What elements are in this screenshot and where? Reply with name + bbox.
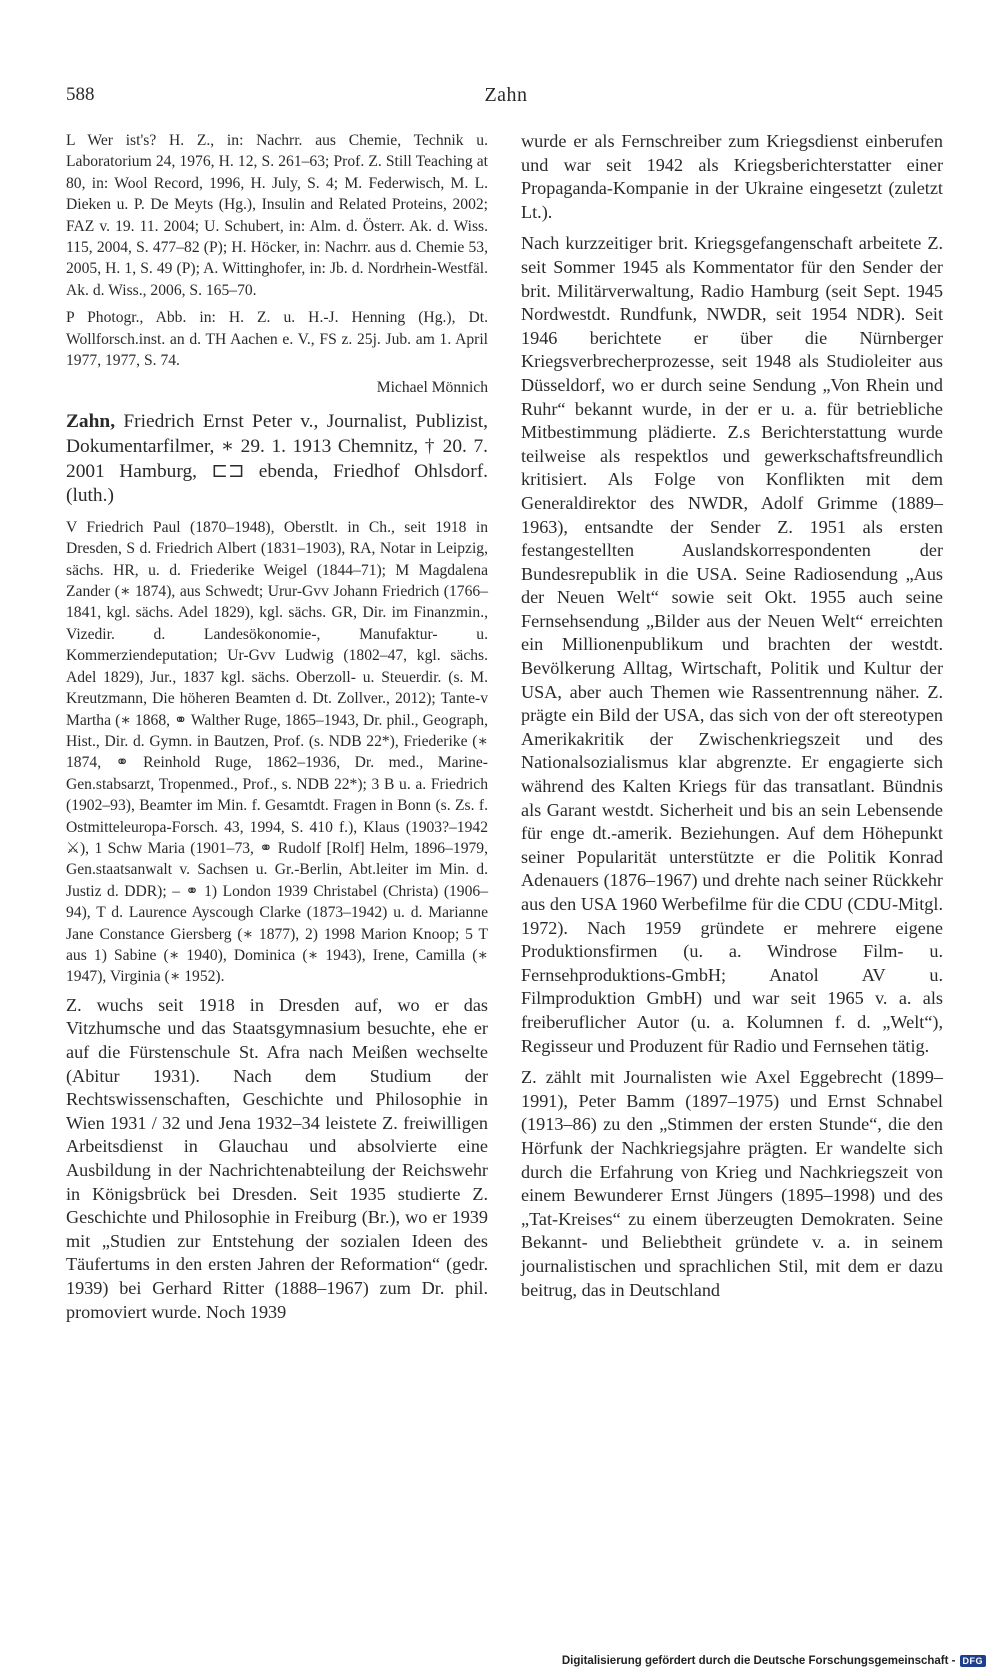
entry-heading: [66, 410, 488, 508]
author-signature: Michael Mönnich: [376, 379, 488, 397]
body-paragraph-1-continued: wurde er als Fernschreiber zum Kriegsdienst einberufen und war seit 1942 als Kriegsberichterstatter einer Propaganda-Kompanie in der Ukraine eingesetzt (zuletzt Lt.).: [521, 131, 943, 222]
left-column: [66, 130, 488, 1332]
entry-name: Zahn,: [66, 411, 116, 433]
dfg-logo-icon: DFG: [960, 1655, 987, 1667]
footer-credit: Digitalisierung gefördert durch die Deutsche Forschungsgemeinschaft -: [561, 1655, 956, 1667]
entry-head-text: Friedrich Ernst Peter v., Journalist, Publizist, Dokumentarfilmer, ∗ 29. 1. 1913 Chemnitz, † 20. 7. 2001 Hamburg, ⊏⊐ ebenda, Friedhof Ohlsdorf. (luth.): [66, 411, 488, 507]
portraits-paragraph: P Photogr., Abb. in: H. Z. u. H.-J. Henning (Hg.), Dt. Wollforsch.inst. an d. TH Aachen e. V., FS z. 25j. Jub. am 1. April 1977, 1977, S. 74.: [66, 309, 488, 370]
digitization-footer: [562, 1655, 986, 1667]
literature-paragraph: L Wer ist's? H. Z., in: Nachrr. aus Chemie, Technik u. Laboratorium 24, 1976, H. 12, S. 261–63; Prof. Z. Still Teaching at 80, in: Wool Record, 1996, H. July, S. 4; M. Federwisch, M. L. Dieken u. P. De Meyts (Hg.), Insulin and Related Proteins, 2002; FAZ v. 19. 11. 2004; U. Schubert, in: Alm. d. Österr. Ak. d. Wiss. 115, 2004, S. 477–82 (P); H. Höcker, in: Nachrr. aus d. Chemie 53, 2005, H. 1, S. 49 (P); A. Wittinghofer, in: Jb. d. Nordrhein-Westfäl. Ak. d. Wiss., 2006, S. 165–70.: [66, 132, 488, 299]
right-column: [521, 130, 943, 1310]
genealogy-paragraph: V Friedrich Paul (1870–1948), Oberstlt. in Ch., seit 1918 in Dresden, S d. Friedrich Albert (1831–1903), RA, Notar in Leipzig, sächs. HR, u. d. Friederike Weigel (1844–71); M Magdalena Zander (∗ 1874), aus Schwedt; Urur-Gvv Johann Friedrich (1766–1841, kgl. sächs. Adel 1829), kgl. sächs. GR, Dir. im Finanzmin., Vizedir. d. Landesökonomie-, Manufaktur- u. Kommerziendeputation; Ur-Gvv Ludwig (1802–47, kgl. sächs. Adel 1829), Jur., 1837 kgl. sächs. Oberzoll- u. Steuerdir. (s. M. Kreutzmann, Die höheren Beamten d. Dt. Zollver., 2012); Tante-v Martha (∗ 1868, ⚭ Walther Ruge, 1865–1943, Dr. phil., Geograph, Hist., Dir. d. Gymn. in Bautzen, Prof. (s. NDB 22*), Friederike (∗ 1874, ⚭ Reinhold Ruge, 1862–1936, Dr. med., Marine-Gen.stabsarzt, Tropenmed., Prof., s. NDB 22*); 3 B u. a. Friedrich (1902–93), Beamter im Min. f. Gesamtdt. Fragen in Bonn (s. Zs. f. Ostmitteleuropa-Forsch. 43, 1994, S. 410 f.), Klaus (1903?–1942 ⚔), 1 Schw Maria (1901–73, ⚭ Rudolf [Rolf] Helm, 1896–1979, Gen.staatsanwalt v. Sachsen u. Gr.-Berlin, Abt.leiter im Min. d. Justiz d. DDR); – ⚭ 1) London 1939 Christabel (Christa) (1906–94), T d. Laurence Ayscough Clarke (1873–1942) u. d. Marianne Jane Constance Giersberg (∗ 1877), 2) 1998 Marion Knoop; 5 T aus 1) Sabine (∗ 1940), Dominica (∗ 1943), Irene, Camilla (∗ 1947), Virginia (∗ 1952).: [66, 518, 488, 986]
page-number: 588: [66, 84, 95, 105]
body-paragraph-3: Z. zählt mit Journalisten wie Axel Eggebrecht (1899–1991), Peter Bamm (1897–1975) und Ernst Schnabel (1913–86) zu den „Stimmen der ersten Stunde“, die den Hörfunk der Nachkriegsjahre prägten. Er wandelte sich durch die Erfahrung von Krieg und Nachkriegszeit von einem Bewunderer Ernst Jüngers (1895–1998) und des „Tat-Kreises“ zu einem überzeugten Demokraten. Seine Bekannt- und Beliebtheit gründete v. a. in seinem journalistischen und sprachlichen Stil, mit dem er dazu beitrug, das in Deutschland: [521, 1067, 943, 1300]
body-paragraph-2: Nach kurzzeitiger brit. Kriegsgefangenschaft arbeitete Z. seit Sommer 1945 als Kommentator für den Sender der brit. Militärverwaltung, Radio Hamburg (seit Sept. 1945 Nordwestdt. Rundfunk, NWDR, seit 1954 NDR). Seit 1946 berichtete er über die Nürnberger Kriegsverbrecherprozesse, seit 1948 als Studioleiter aus Düsseldorf, wo er durch seine Sendung „Von Rhein und Ruhr“ bekannt wurde, in der er u. a. für betriebliche Mitbestimmung plädierte. Z.s Berichterstattung wurde teilweise als respektlos und gewerkschaftsfreundlich kritisiert. Als Folge von Konflikten mit dem Generaldirektor des NWDR, Adolf Grimme (1889–1963), entsandte der Sender Z. 1951 als ersten festangestellten Auslandskorrespondenten der Bundesrepublik in die USA. Seine Radiosendung „Aus der Neuen Welt“ sowie seit Okt. 1955 auch seine Fernsehsendung „Bilder aus der Neuen Welt“ erreichten ein Millionenpublikum und brachten der westdt. Bevölkerung Alltag, Wirtschaft, Politik und Kultur der USA, aber auch Themen wie Rassentrennung näher. Z. prägte ein Bild der USA, das sich von der oft stereotypen Amerikakritik der Zwischenkriegszeit und des Nationalsozialismus klar abgrenzte. Er engagierte sich während des Kalten Kriegs für das transatlant. Bündnis als Garant westdt. Sicherheit und bis an sein Lebensende für enge dt.-amerik. Beziehungen. Auf dem Höhepunkt seiner Popularität unterstützte er die Politik Konrad Adenauers (1876–1967) und drehte nach seiner Rückkehr aus den USA 1960 Werbefilme für die CDU (CDU-Mitgl. 1972). Nach 1959 gründete er mehrere eigene Produktionsfirmen (u. a. Windrose Film- u. Fernsehproduktions-GmbH; Anatol AV u. Filmproduktion GmbH) und war seit 1965 v. a. als freiberuflicher Autor (u. a. Kolumnen f. d. „Welt“), Regisseur und Produzent für Radio und Fernsehen tätig.: [521, 233, 943, 1056]
body-paragraph-1: Z. wuchs seit 1918 in Dresden auf, wo er das Vitzhumsche und das Staatsgymnasium besuchte, ehe er auf die Fürstenschule St. Afra nach Meißen wechselte (Abitur 1931). Nach dem Studium der Rechtswissenschaften, Geschichte und Philosophie in Wien 1931 / 32 und Jena 1932–34 leistete Z. freiwilligen Arbeitsdienst in Glauchau und absolvierte eine Ausbildung in der Nachrichtenabteilung der Reichswehr in Königsbrück bei Dresden. Seit 1935 studierte Z. Geschichte und Philosophie in Freiburg (Br.), wo er 1939 mit „Studien zur Entstehung der sozialen Ideen des Täufertums in den ersten Jahren der Reformation“ (gedr. 1939) bei Gerhard Ritter (1888–1967) zum Dr. phil. promoviert wurde. Noch 1939: [66, 994, 488, 1322]
running-head: Zahn: [484, 84, 528, 106]
page-header: [66, 84, 946, 112]
